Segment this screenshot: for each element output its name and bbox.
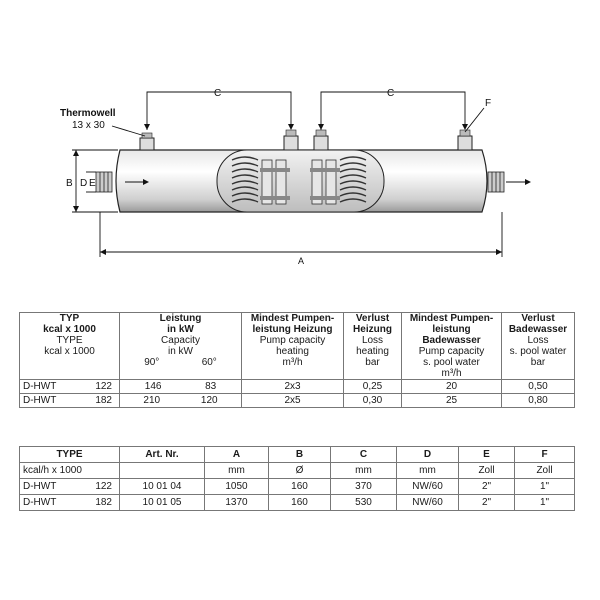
cell-pump-pool: 20 bbox=[402, 380, 502, 394]
table-row bbox=[20, 495, 575, 511]
table-row bbox=[20, 394, 575, 408]
header-pump-pool: Mindest Pumpen- leistung Badewasser Pump capacity s. pool water m³/h bbox=[402, 313, 502, 380]
cell-d: NW/60 bbox=[397, 495, 459, 511]
table-row bbox=[20, 479, 575, 495]
cell-a: 1370 bbox=[205, 495, 269, 511]
outlet-thread bbox=[488, 172, 504, 192]
header-art-nr: Art. Nr. bbox=[120, 447, 205, 463]
header-capacity: Leistung in kW Capacity in kW 90° 60° bbox=[120, 313, 242, 380]
unit-d: mm bbox=[397, 463, 459, 479]
inlet-thread bbox=[96, 172, 112, 192]
unit-art-nr bbox=[120, 463, 205, 479]
dim-b-label: B bbox=[66, 178, 73, 189]
header-b: B bbox=[269, 447, 331, 463]
cell-pump-pool: 25 bbox=[402, 394, 502, 408]
dim-f-label: F bbox=[485, 98, 492, 109]
cell-loss-pool: 0,80 bbox=[502, 394, 575, 408]
dimensions-table-units bbox=[20, 463, 575, 479]
dim-d-label: D bbox=[80, 178, 88, 189]
dim-c-right-label: C bbox=[387, 88, 395, 99]
coil-chamber bbox=[217, 150, 384, 212]
cell-type: D-HWT 182 bbox=[20, 495, 120, 511]
dim-c-left-label: C bbox=[214, 88, 222, 99]
dimensions-table bbox=[19, 446, 575, 511]
cell-a: 1050 bbox=[205, 479, 269, 495]
header-a: A bbox=[205, 447, 269, 463]
header-type: TYPE bbox=[20, 447, 120, 463]
cell-loss-heating: 0,25 bbox=[344, 380, 402, 394]
header-d: D bbox=[397, 447, 459, 463]
capacity-table bbox=[19, 312, 575, 408]
unit-type: kcal/h x 1000 bbox=[20, 463, 120, 479]
cell-loss-pool: 0,50 bbox=[502, 380, 575, 394]
header-c: C bbox=[331, 447, 397, 463]
header-loss-pool: Verlust Badewasser Loss s. pool water bar bbox=[502, 313, 575, 380]
unit-e: Zoll bbox=[459, 463, 515, 479]
thermowell-label: Thermowell bbox=[60, 108, 116, 119]
cell-art-nr: 10 01 05 bbox=[120, 495, 205, 511]
header-pump-heating: Mindest Pumpen- leistung Heizung Pump capacity heating m³/h bbox=[242, 313, 344, 380]
unit-a: mm bbox=[205, 463, 269, 479]
nozzle-heating-out bbox=[314, 130, 328, 150]
table-row bbox=[20, 380, 575, 394]
capacity-table-header bbox=[20, 313, 575, 380]
dim-a-label: A bbox=[298, 256, 305, 266]
cell-b: 160 bbox=[269, 495, 331, 511]
header-type: TYP kcal x 1000 TYPE kcal x 1000 bbox=[20, 313, 120, 380]
cell-d: NW/60 bbox=[397, 479, 459, 495]
cell-c: 530 bbox=[331, 495, 397, 511]
cell-pump-heating: 2x3 bbox=[242, 380, 344, 394]
cell-type: D-HWT 182 bbox=[20, 394, 120, 408]
cell-e: 2" bbox=[459, 495, 515, 511]
cell-c: 370 bbox=[331, 479, 397, 495]
cell-capacity: 210 120 bbox=[120, 394, 242, 408]
dimensions-table-header bbox=[20, 447, 575, 463]
cell-e: 2" bbox=[459, 479, 515, 495]
header-e: E bbox=[459, 447, 515, 463]
cell-capacity: 146 83 bbox=[120, 380, 242, 394]
unit-b: Ø bbox=[269, 463, 331, 479]
cell-f: 1" bbox=[515, 495, 575, 511]
cell-type: D-HWT 122 bbox=[20, 380, 120, 394]
cell-pump-heating: 2x5 bbox=[242, 394, 344, 408]
cell-art-nr: 10 01 04 bbox=[120, 479, 205, 495]
unit-f: Zoll bbox=[515, 463, 575, 479]
cell-type: D-HWT 122 bbox=[20, 479, 120, 495]
thermowell-size-label: 13 x 30 bbox=[72, 120, 105, 131]
header-loss-heating: Verlust Heizung Loss heating bar bbox=[344, 313, 402, 380]
nozzle-f bbox=[458, 130, 472, 150]
header-f: F bbox=[515, 447, 575, 463]
cell-f: 1" bbox=[515, 479, 575, 495]
dim-e-label: E bbox=[89, 178, 96, 189]
unit-c: mm bbox=[331, 463, 397, 479]
nozzle-heating-in bbox=[284, 130, 298, 150]
cell-loss-heating: 0,30 bbox=[344, 394, 402, 408]
cell-b: 160 bbox=[269, 479, 331, 495]
